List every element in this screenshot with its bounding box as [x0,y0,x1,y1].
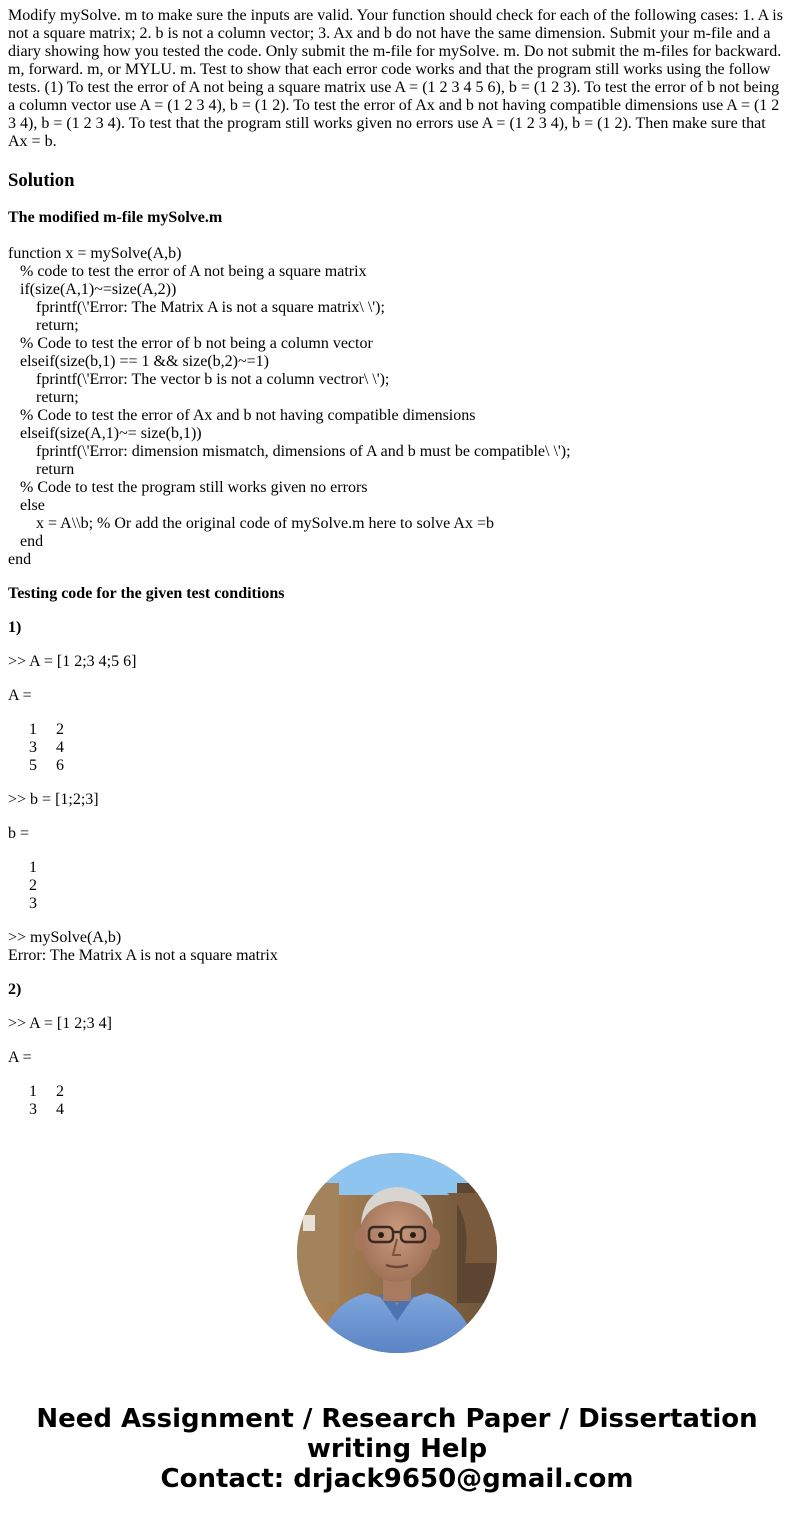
code-line: return [36,461,75,478]
footer-line-1: Need Assignment / Research Paper / Dissertation [36,1404,758,1434]
test-1-a-eq: A = [8,687,32,704]
matrix-cell: 5 [29,757,37,774]
test-1-matrix-a [8,721,786,775]
footer-banner [0,1404,794,1494]
matrix-row [8,1083,786,1101]
code-line: fprintf(\'Error: dimension mismatch, dimensions of A and b must be compatible\ \'); [36,443,571,460]
vector-cell: 1 [29,859,37,876]
matrix-cell: 6 [56,757,64,774]
footer-line-2: writing Help [306,1434,488,1464]
vector-row [8,859,786,877]
code-line: end [8,551,32,568]
testing-heading: Testing code for the given test conditions [8,585,285,602]
code-line: elseif(size(b,1) == 1 && size(b,2)~=1) [20,353,269,370]
matrix-row [8,1101,786,1119]
code-line: % Code to test the program still works given no errors [20,479,368,496]
test-1-b-eq: b = [8,825,30,842]
matrix-row [8,739,786,757]
matrix-cell: 2 [56,721,64,738]
matrix-row [8,757,786,775]
matrix-row [8,721,786,739]
code-line: end [20,533,44,550]
avatar [297,1153,497,1353]
test-2-a-eq: A = [8,1049,32,1066]
matrix-cell: 4 [56,739,64,756]
test-1-label: 1) [8,619,22,636]
test-2-matrix-a [8,1083,786,1119]
code-line: function x = mySolve(A,b) [8,245,182,262]
code-line: elseif(size(A,1)~= size(b,1)) [20,425,202,442]
code-line: fprintf(\'Error: The Matrix A is not a square matrix\ \'); [36,299,385,316]
code-line: fprintf(\'Error: The vector b is not a column vectror\ \'); [36,371,390,388]
code-line: % Code to test the error of b not being a column vector [20,335,373,352]
code-line: else [20,497,45,514]
question-text: Modify mySolve. m to make sure the inputs are valid. Your function should check for each of the following cases: 1. A is not a square matrix; 2. b is not a column vector; 3. Ax and b do not have the same dimension. Submit your m-file and a diary showing how you tested the code. Only submit the m-file for mySolve. m. Do not submit the m-files for backward. m, forward. m, or MYLU. m. Test to show that each error code works and that the program still works using the follow tests. (1) To test the error of A not being a square matrix use A = (1 2 3 4 5 6), b = (1 2 3). To test the error of b not being a column vector use A = (1 2 3 4), b = (1 2). To test the error of Ax and b not having compatible dimensions use A = (1 2 3 4), b = (1 2 3 4). To test that the program still works given no errors use A = (1 2 3 4), b = (1 2). Then make sure that Ax = b. [8,7,783,150]
code-line: x = A\\b; % Or add the original code of mySolve.m here to solve Ax =b [36,515,494,532]
code-line: if(size(A,1)~=size(A,2)) [20,281,177,298]
solution-heading: Solution [8,170,75,191]
test-2-label: 2) [8,981,22,998]
test-1-vector-b [8,859,786,913]
matrix-cell: 3 [29,739,37,756]
document-body [8,7,786,1119]
mfile-heading: The modified m-file mySolve.m [8,209,223,226]
portrait-image [297,1153,497,1353]
code-line: return; [36,317,79,334]
footer-contact: Contact: drjack9650@gmail.com [160,1464,634,1494]
test-1-cmd-call: >> mySolve(A,b) [8,929,122,946]
vector-cell: 2 [29,877,37,894]
test-1-cmd-a: >> A = [1 2;3 4;5 6] [8,653,137,670]
matrix-cell: 1 [29,1083,37,1100]
code-line: % Code to test the error of Ax and b not having compatible dimensions [20,407,476,424]
test-1-output: Error: The Matrix A is not a square matrix [8,947,278,964]
matrix-cell: 2 [56,1083,64,1100]
vector-row [8,877,786,895]
test-1-cmd-b: >> b = [1;2;3] [8,791,99,808]
code-line: % code to test the error of A not being a square matrix [20,263,367,280]
matrix-cell: 3 [29,1101,37,1118]
vector-cell: 3 [29,895,37,912]
matrix-cell: 4 [56,1101,64,1118]
code-block [8,245,786,569]
vector-row [8,895,786,913]
matrix-cell: 1 [29,721,37,738]
test-2-cmd-a: >> A = [1 2;3 4] [8,1015,112,1032]
code-line: return; [36,389,79,406]
